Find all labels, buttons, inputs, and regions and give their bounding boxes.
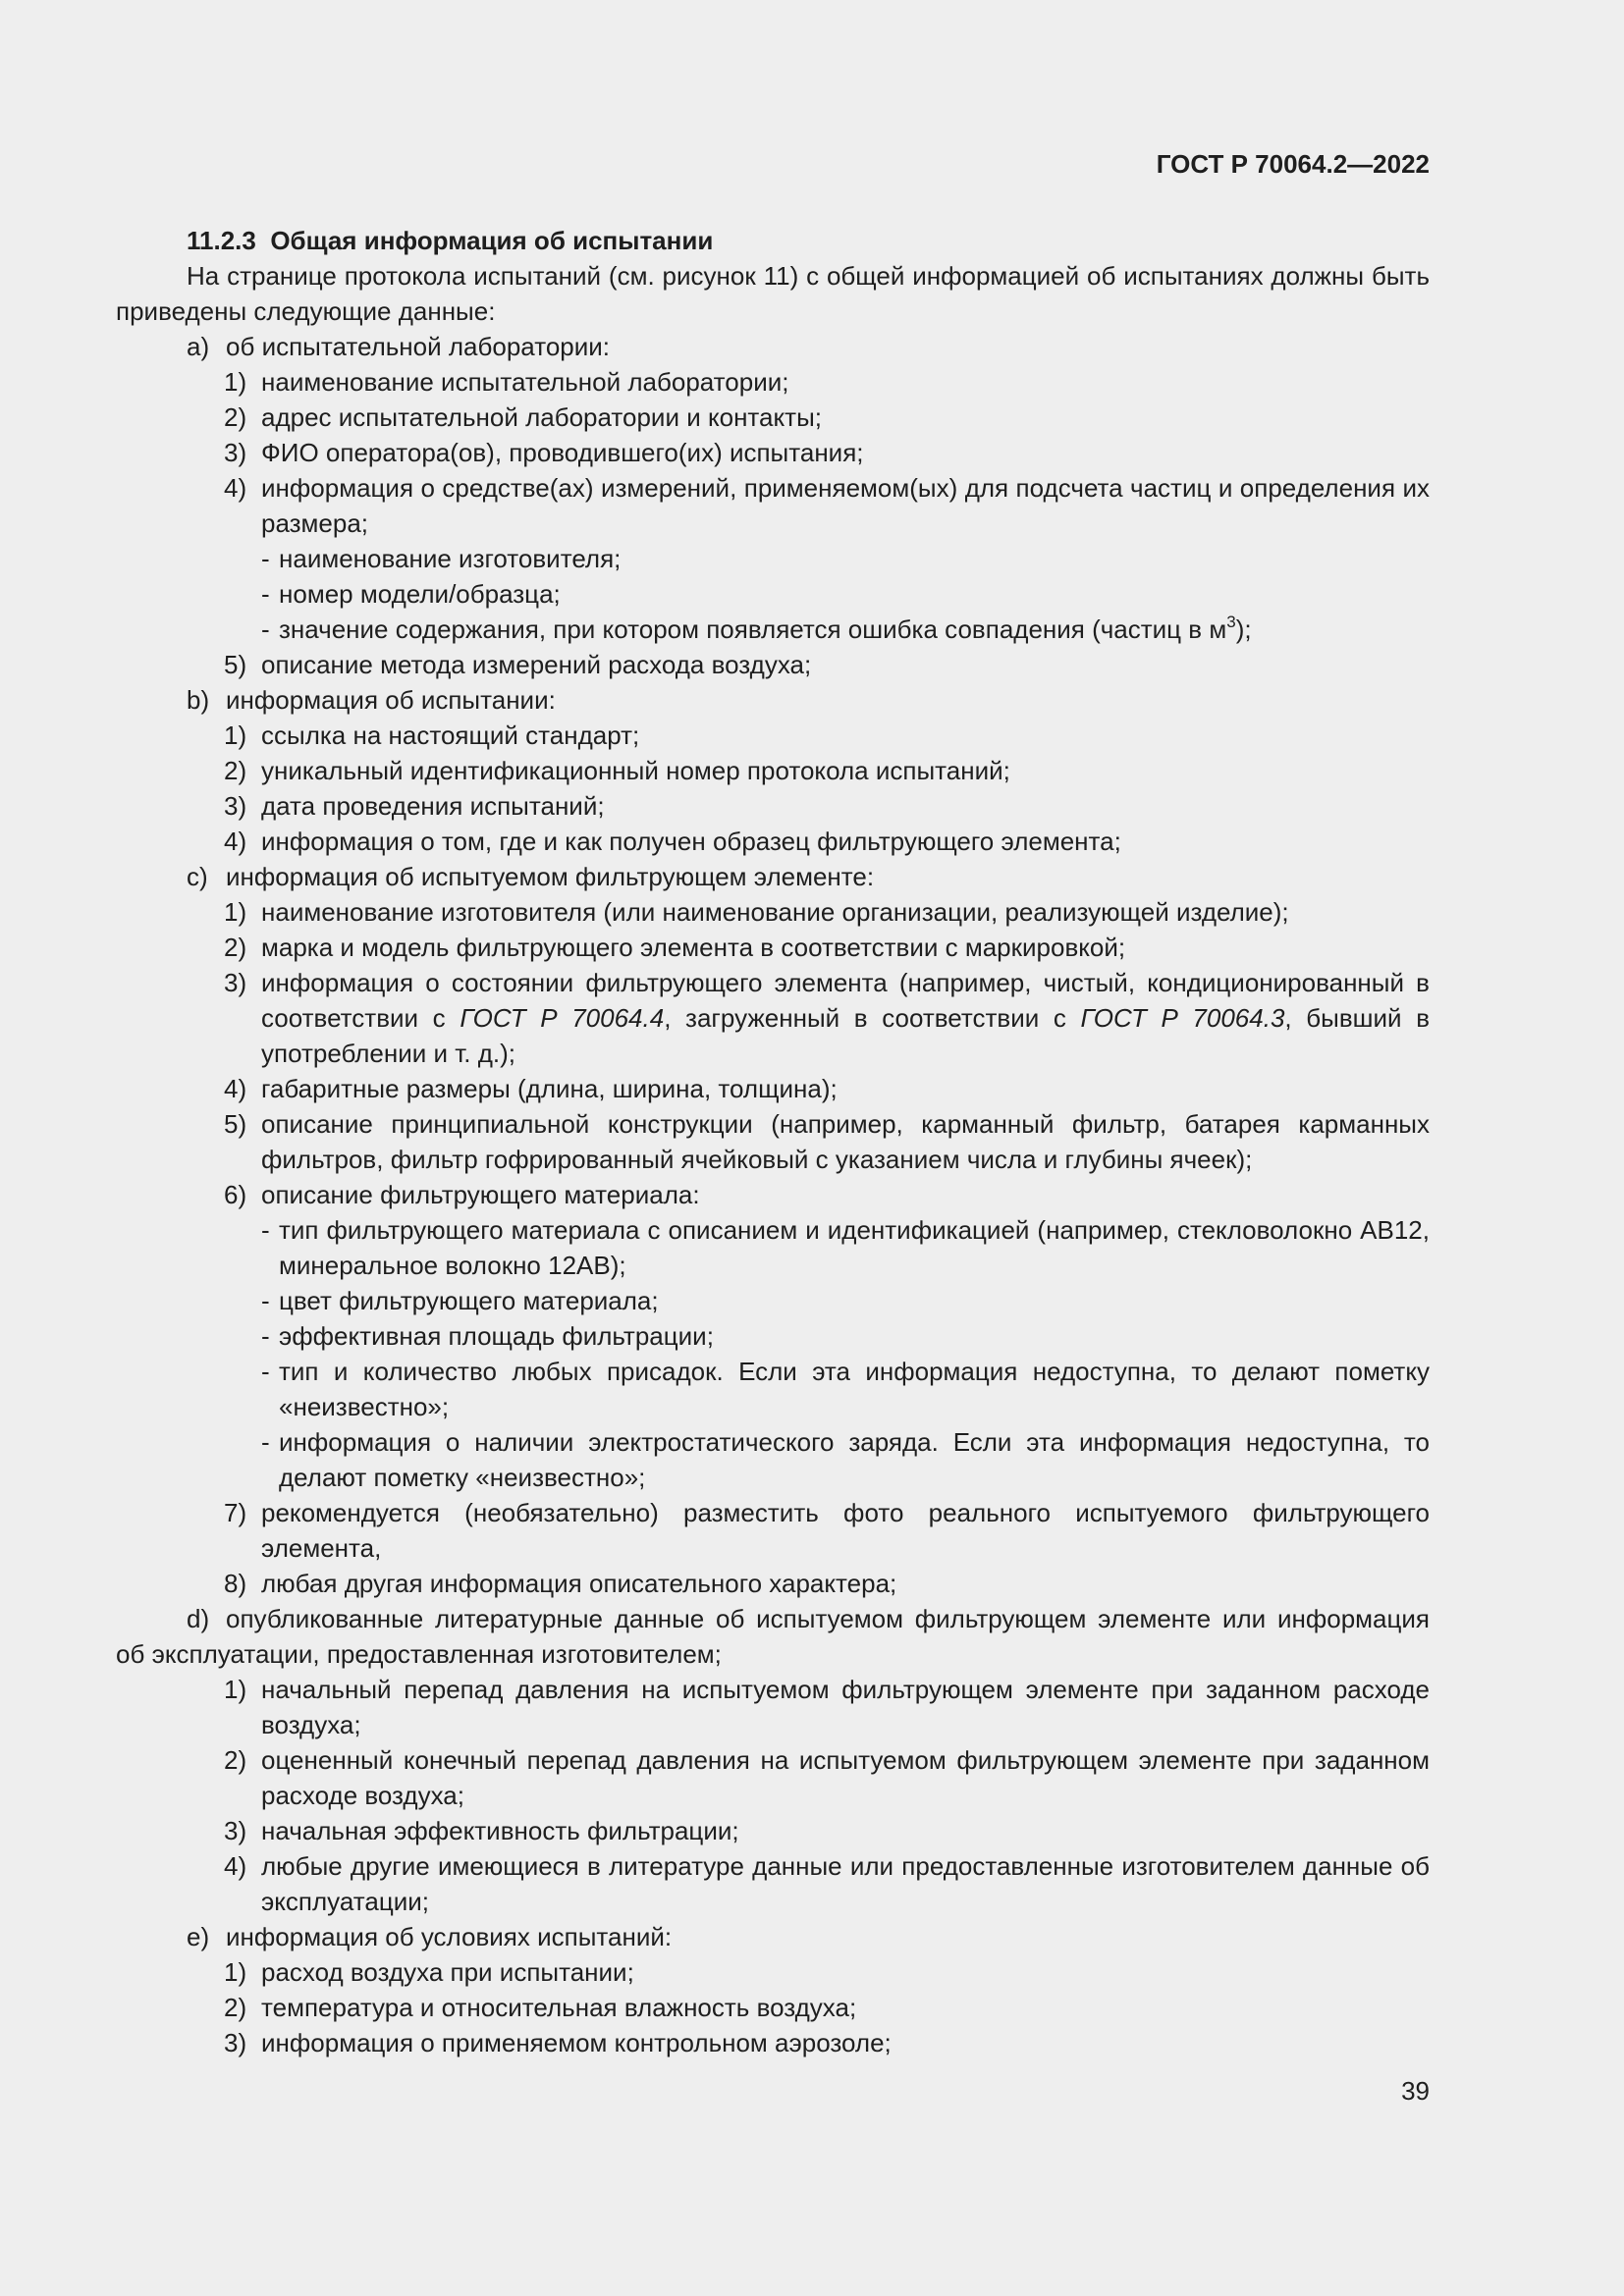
section-number: 11.2.3	[187, 226, 256, 255]
dash-text-part: );	[1235, 614, 1252, 644]
list-item	[116, 965, 1430, 1071]
list-item	[116, 1672, 1430, 1742]
standard-reference: ГОСТ Р 70064.3	[1080, 1003, 1285, 1033]
list-marker: 5)	[224, 1109, 247, 1139]
list-item	[116, 2025, 1430, 2060]
list-marker: 7)	[224, 1498, 247, 1527]
list-marker: 3)	[224, 438, 247, 467]
dash-item	[116, 612, 1430, 647]
dash-item	[116, 1283, 1430, 1318]
list-marker: 3)	[224, 2028, 247, 2057]
list-item	[116, 364, 1430, 400]
dash-item	[116, 1354, 1430, 1424]
list-text: габаритные размеры (длина, ширина, толщина);	[261, 1074, 838, 1103]
dash-text: информация о наличии электростатического заряда. Если эта информация недоступна, то делают пометку «неизвестно»;	[279, 1427, 1430, 1492]
list-text: ФИО оператора(ов), проводившего(их) испытания;	[261, 438, 864, 467]
dash-text: тип фильтрующего материала с описанием и идентификацией (например, стекловолокно AB12, минеральное волокно 12AB);	[279, 1215, 1430, 1280]
list-marker: 8)	[224, 1569, 247, 1598]
dash-marker: -	[261, 1321, 270, 1351]
list-text	[261, 965, 1430, 1071]
list-marker: 2)	[224, 1993, 247, 2022]
list-marker: 1)	[224, 1675, 247, 1704]
list-item	[116, 1990, 1430, 2025]
dash-item	[116, 541, 1430, 576]
intro-paragraph: На странице протокола испытаний (см. рисунок 11) с общей информацией об испытаниях должны быть приведены следующие данные:	[116, 261, 1430, 326]
list-item	[116, 930, 1430, 965]
list-text: описание метода измерений расхода воздуха;	[261, 650, 812, 679]
list-marker: 3)	[224, 1816, 247, 1845]
list-item	[116, 1106, 1430, 1177]
list-text: начальная эффективность фильтрации;	[261, 1816, 739, 1845]
list-marker: 6)	[224, 1180, 247, 1209]
list-text: опубликованные литературные данные об испытуемом фильтрующем элементе или информация об эксплуатации, предоставленная изготовителем;	[116, 1604, 1430, 1669]
dash-item	[116, 1318, 1430, 1354]
document-body	[116, 223, 1430, 2060]
list-text: марка и модель фильтрующего элемента в соответствии с маркировкой;	[261, 933, 1126, 962]
list-text: описание принципиальной конструкции (например, карманный фильтр, батарея карманных фильтров, фильтр гофрированный ячейковый с указанием числа и глубины ячеек);	[261, 1109, 1430, 1174]
list-text: об испытательной лаборатории:	[226, 332, 611, 361]
dash-text: эффективная площадь фильтрации;	[279, 1321, 714, 1351]
list-item	[116, 859, 1430, 894]
list-item	[116, 682, 1430, 718]
dash-marker: -	[261, 1427, 270, 1457]
list-text: адрес испытательной лаборатории и контакты;	[261, 402, 822, 432]
list-marker: b)	[187, 685, 210, 715]
list-item	[116, 1813, 1430, 1848]
list-text: дата проведения испытаний;	[261, 791, 605, 821]
list-text: любые другие имеющиеся в литературе данные или предоставленные изготовителем данные об эксплуатации;	[261, 1851, 1430, 1916]
list-item	[116, 329, 1430, 364]
list-marker: 2)	[224, 933, 247, 962]
list-marker: d)	[187, 1604, 210, 1633]
page-number: 39	[1401, 2076, 1430, 2106]
list-marker: 4)	[224, 1074, 247, 1103]
list-marker: 5)	[224, 650, 247, 679]
list-text: температура и относительная влажность воздуха;	[261, 1993, 857, 2022]
dash-text-part: значение содержания, при котором появляется ошибка совпадения (частиц в м	[279, 614, 1227, 644]
list-item	[116, 1848, 1430, 1919]
list-item	[116, 647, 1430, 682]
dash-item	[116, 1424, 1430, 1495]
list-item	[116, 788, 1430, 824]
list-item	[116, 718, 1430, 753]
list-text: информация о применяемом контрольном аэрозоле;	[261, 2028, 892, 2057]
list-text: наименование испытательной лаборатории;	[261, 367, 789, 397]
list-marker: 2)	[224, 1745, 247, 1775]
list-text-part: информация о состоянии фильтрующего элемента (например, чистый, кондиционированный в соответствии с	[261, 968, 1430, 1033]
standard-reference: ГОСТ Р 70064.4	[460, 1003, 665, 1033]
list-item	[116, 824, 1430, 859]
list-text: наименование изготовителя (или наименование организации, реализующей изделие);	[261, 897, 1289, 927]
list-marker: 4)	[224, 473, 247, 503]
list-text: уникальный идентификационный номер протокола испытаний;	[261, 756, 1010, 785]
list-marker: 2)	[224, 756, 247, 785]
dash-text: номер модели/образца;	[279, 579, 561, 609]
dash-marker: -	[261, 1286, 270, 1315]
list-marker: 4)	[224, 827, 247, 856]
list-text: начальный перепад давления на испытуемом фильтрующем элементе при заданном расходе воздуха;	[261, 1675, 1430, 1739]
dash-marker: -	[261, 614, 270, 644]
section-title: Общая информация об испытании	[270, 226, 714, 255]
dash-text: наименование изготовителя;	[279, 544, 622, 573]
list-marker: a)	[187, 332, 210, 361]
list-text: информация о том, где и как получен образец фильтрующего элемента;	[261, 827, 1121, 856]
dash-marker: -	[261, 544, 270, 573]
dash-text: цвет фильтрующего материала;	[279, 1286, 659, 1315]
list-item	[116, 1954, 1430, 1990]
list-item	[116, 400, 1430, 435]
list-marker: 3)	[224, 968, 247, 997]
list-text-part: , загруженный в соответствии с	[664, 1003, 1081, 1033]
dash-text: тип и количество любых присадок. Если эта информация недоступна, то делают пометку «неизвестно»;	[279, 1357, 1430, 1421]
list-item	[116, 1566, 1430, 1601]
dash-item	[116, 1212, 1430, 1283]
list-text: ссылка на настоящий стандарт;	[261, 721, 640, 750]
list-item	[116, 753, 1430, 788]
list-text: информация об условиях испытаний:	[226, 1922, 673, 1951]
superscript: 3	[1226, 613, 1236, 631]
list-marker: c)	[187, 862, 208, 891]
list-item	[116, 1742, 1430, 1813]
list-marker: e)	[187, 1922, 210, 1951]
dash-text	[279, 612, 1430, 647]
list-marker: 1)	[224, 1957, 247, 1987]
list-item	[116, 435, 1430, 470]
dash-item	[116, 576, 1430, 612]
list-item	[116, 470, 1430, 541]
list-text: информация об испытании:	[226, 685, 556, 715]
list-text: информация о средстве(ах) измерений, применяемом(ых) для подсчета частиц и определения их размера;	[261, 473, 1430, 538]
dash-marker: -	[261, 579, 270, 609]
list-text: описание фильтрующего материала:	[261, 1180, 700, 1209]
list-item	[116, 1601, 1430, 1672]
list-item	[116, 1495, 1430, 1566]
dash-marker: -	[261, 1215, 270, 1245]
list-marker: 1)	[224, 897, 247, 927]
list-item	[116, 894, 1430, 930]
list-marker: 4)	[224, 1851, 247, 1881]
list-marker: 1)	[224, 367, 247, 397]
list-marker: 3)	[224, 791, 247, 821]
list-marker: 1)	[224, 721, 247, 750]
list-item	[116, 1919, 1430, 1954]
list-text-part: , бывший в употреблении и т. д.);	[261, 1003, 1431, 1068]
list-item	[116, 1071, 1430, 1106]
list-marker: 2)	[224, 402, 247, 432]
section-heading	[116, 223, 1430, 258]
document-header: ГОСТ Р 70064.2—2022	[1156, 149, 1430, 179]
list-text: информация об испытуемом фильтрующем элементе:	[226, 862, 875, 891]
list-text: рекомендуется (необязательно) разместить фото реального испытуемого фильтрующего элемента,	[261, 1498, 1430, 1563]
list-item	[116, 1177, 1430, 1212]
list-text: оцененный конечный перепад давления на испытуемом фильтрующем элементе при заданном расходе воздуха;	[261, 1745, 1430, 1810]
list-text: любая другая информация описательного характера;	[261, 1569, 897, 1598]
dash-marker: -	[261, 1357, 270, 1386]
list-text: расход воздуха при испытании;	[261, 1957, 634, 1987]
